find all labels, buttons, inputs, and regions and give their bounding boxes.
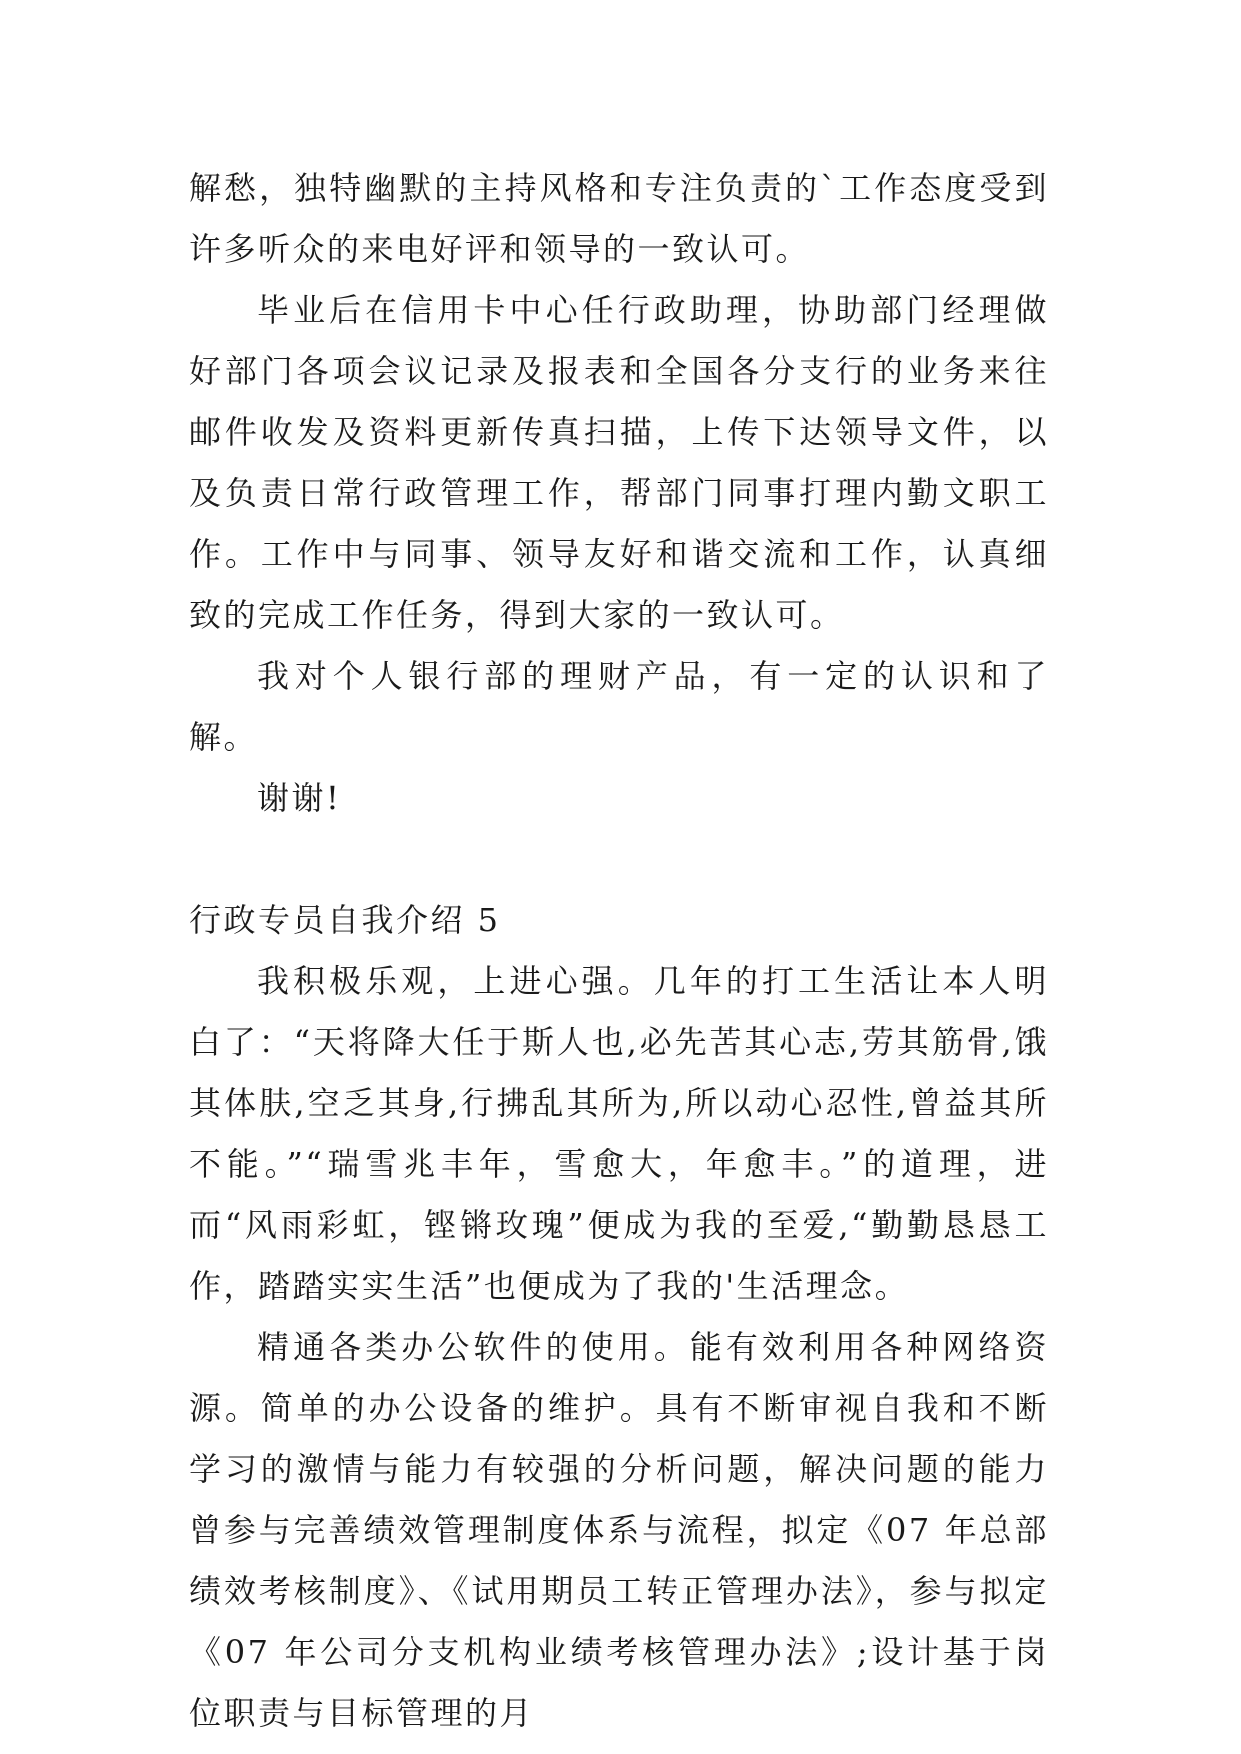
paragraph-6: 精通各类办公软件的使用。能有效利用各种网络资源。简单的办公设备的维护。具有不断审视自我和不断学习的激情与能力有较强的分析问题，解决问题的能力曾参与完善绩效管理制度体系与流程，拟定《07 年总部绩效考核制度》、《试用期员工转正管理办法》，参与拟定《07 年公司分支机构业绩考核管理办法》;设计基于岗位职责与目标管理的月 (189, 1328, 1049, 1732)
blank-line (189, 829, 1049, 890)
paragraph-5: 我积极乐观，上进心强。几年的打工生活让本人明白了：“天将降大任于斯人也,必先苦其心志,劳其筋骨,饿其体肤,空乏其身,行拂乱其所为,所以动心忍性,曾益其所不能。”“瑞雪兆丰年，雪愈大，年愈丰。”的道理，进而“风雨彩虹，铿锵玫瑰”便成为我的至爱,“勤勤恳恳工作，踏踏实实生活”也便成为了我的'生活理念。 (189, 962, 1049, 1305)
section-heading: 行政专员自我介绍 5 (189, 901, 501, 939)
paragraph-2: 毕业后在信用卡中心任行政助理，协助部门经理做好部门各项会议记录及报表和全国各分支行的业务来往邮件收发及资料更新传真扫描，上传下达领导文件，以及负责日常行政管理工作，帮部门同事打理内勤文职工作。工作中与同事、领导友好和谐交流和工作，认真细致的完成工作任务，得到大家的一致认可。 (189, 291, 1049, 634)
paragraph-4: 谢谢! (257, 779, 342, 817)
document-body (189, 158, 1049, 1744)
paragraph-1: 解愁，独特幽默的主持风格和专注负责的`工作态度受到许多听众的来电好评和领导的一致认可。 (189, 169, 1049, 268)
paragraph-3: 我对个人银行部的理财产品，有一定的认识和了解。 (189, 657, 1049, 756)
